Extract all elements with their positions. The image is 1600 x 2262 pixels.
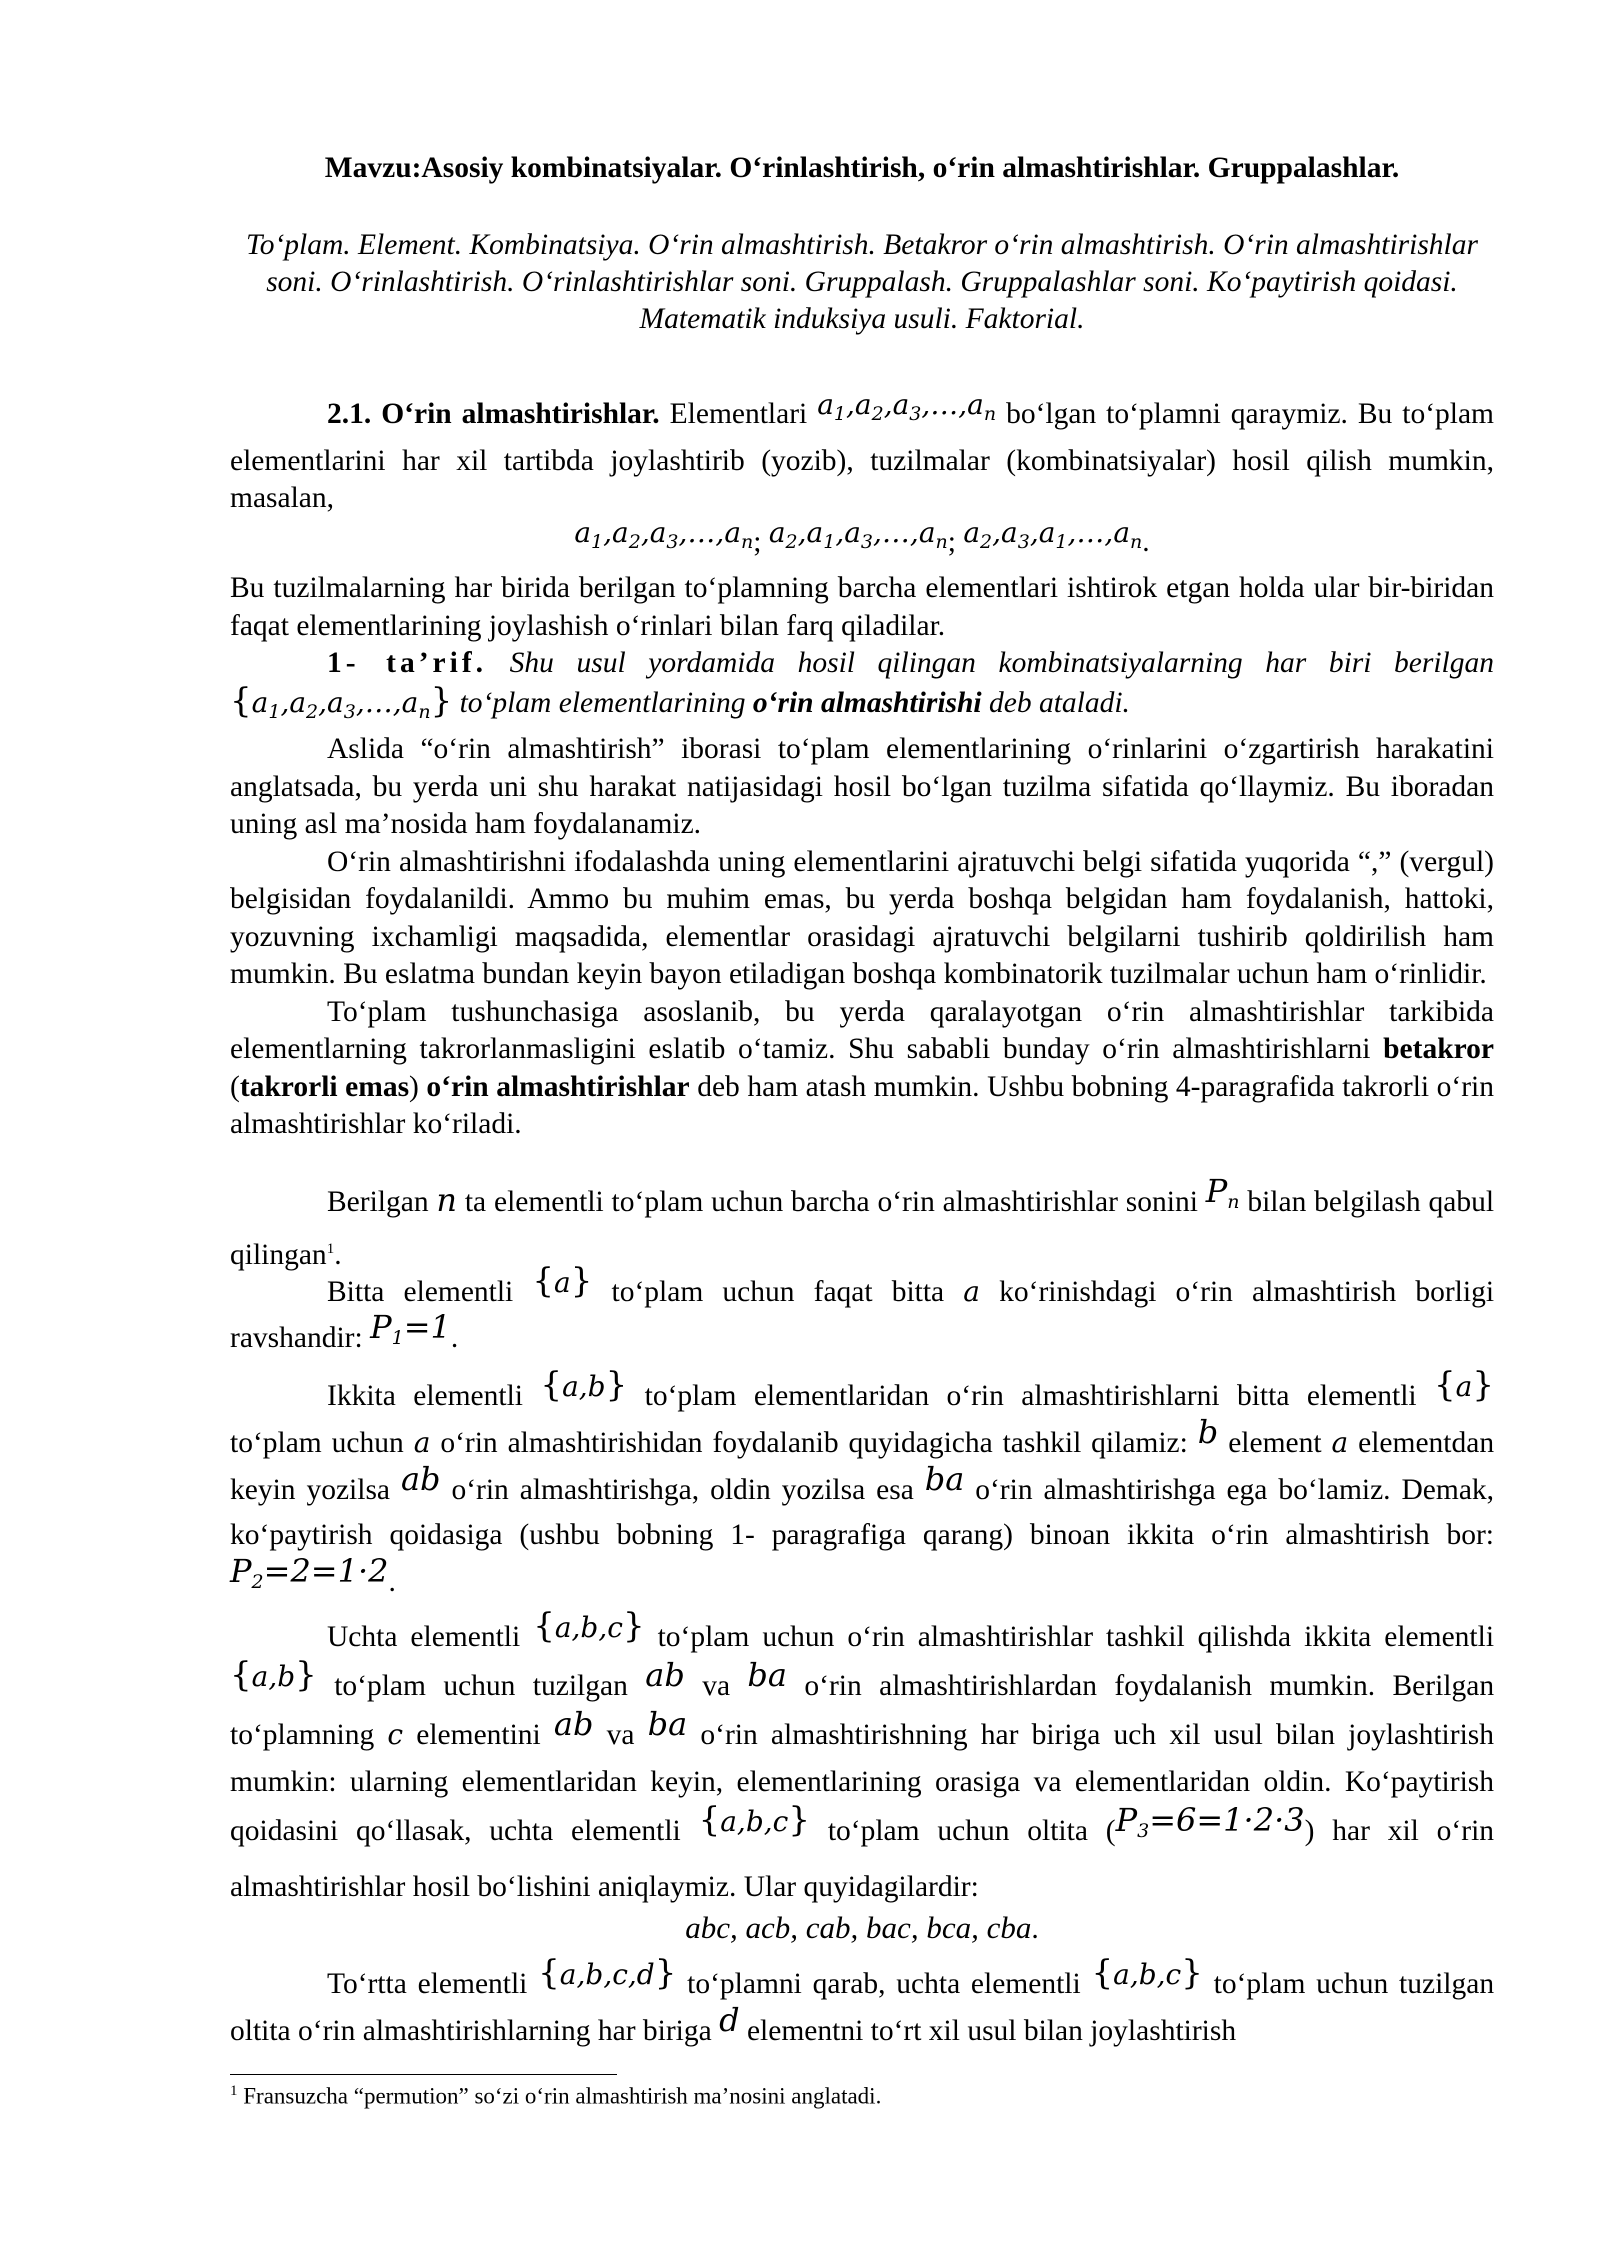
definition-text-b: to‘plam elementlarining: [459, 686, 746, 719]
formula-examples: $a_1,a_2,a_3,\dots,a_n$; $a_2,a_1,a_3,\dots,a_n$; $a_2,a_3,a_1,\dots,a_n$.: [574, 515, 1150, 558]
paragraph-uch-block: [230, 1606, 1495, 1949]
paragraph-tort: To‘rtta elementli {a,b,c,d} to‘plamni qarab, uchta elementli {a,b,c} to‘plam uchun tuzilgan oltita o‘rin almashtirishlarning har biriga d elementni to‘rt xil usul bilan joylashtirish: [230, 1953, 1495, 2047]
paragraph-ikki-block: [230, 1365, 1495, 1614]
definition-text-c: deb ataladi.: [989, 686, 1130, 719]
perms-of-three: abc, acb, cab, bac, bca, cba.: [685, 1910, 1039, 1945]
footnote: [230, 2083, 881, 2110]
footnote-ref: 1: [326, 1240, 335, 1257]
formula-p2: $P_2=2=1\cdot 2$: [230, 1552, 389, 1593]
paragraph-toplam: To‘plam tushunchasiga asoslanib, bu yerda qaralayotgan o‘rin almashtirishlar tarkibida elementlarning takrorlanmasligini eslatib o‘tamiz. Shu sababli bunday o‘rin almashtirishlarni betakror (takrorli emas) o‘rin almashtirishlar deb ham atash mumkin. Ushbu bobning 4-paragrafida takrorli o‘rin almashtirishlar ko‘riladi.: [230, 995, 1495, 1140]
formula-set-braces: $\{a_1,a_2,a_3,\dots,a_n\}$: [230, 680, 453, 723]
paragraph-berilgan-block: [230, 1172, 1495, 1274]
section-heading: 2.1. O‘rin almashtirishlar.: [327, 398, 660, 430]
paragraph-bitta: Bitta elementli {a} to‘plam uchun faqat bitta a ko‘rinishdagi o‘rin almashtirish borligi ravshandir: $P_1=1$.: [230, 1261, 1495, 1354]
formula-p3: $P_3=6=1\cdot 2\cdot 3$: [1115, 1801, 1305, 1842]
keywords-line: To‘plam. Element. Kombinatsiya. O‘rin almashtirish. Betakror o‘rin almashtirish. O‘rin almashtirishlar soni. O‘rinlashtirish. O‘rinlashtirishlar soni. Gruppalash. Gruppalashlar soni. Ko‘paytirish qoidasi. Matematik induksiya usuli. Faktorial.: [246, 229, 1478, 335]
definition-text-a: Shu usul yordamida hosil qilingan kombinatsiyalarning har biri berilgan: [509, 647, 1494, 679]
intro-text-a: Elementlari: [669, 398, 808, 430]
paragraph-uch: Uchta elementli {a,b,c} to‘plam uchun o‘rin almashtirishlar tashkil qilishda ikkita elementli {a,b} to‘plam uchun tuzilgan ab va ba o‘rin almashtirishlardan foydalanish mumkin. Berilgan to‘plamning c elementini ab va ba o‘rin almashtirishning har biriga uch xil usul bilan joylashtirish mumkin: ularning elementlaridan keyin, elementlarining orasiga va elementlaridan oldin. Ko‘paytirish qoidasini qo‘llasak, uchta elementli {a,b,c} to‘plam uchun oltita $(P_3=6=1\cdot 2\cdot 3)$ har xil o‘rin almashtirishlar hosil bo‘lishini aniqlaymiz. Ular quyidagilardir:: [230, 1606, 1495, 1903]
formula-pn: $P_n$: [1205, 1172, 1240, 1213]
footnote-mark: 1: [230, 2083, 238, 2099]
formula-n: n: [436, 1181, 458, 1219]
page-title: Mavzu:Asosiy kombinatsiyalar. O‘rinlashtirish, o‘rin almashtirishlar. Gruppalashlar.: [324, 152, 1400, 184]
definition-term: o‘rin almashtirishi: [752, 686, 982, 719]
definition-label: 1- ta’rif.: [327, 647, 488, 679]
intro-text-b: bo‘lgan to‘plamni qaraymiz. Bu to‘plam elementlarini har xil tartibda joylashtirib (yozib), tuzilmalar (kombinatsiyalar) hosil qilish mumkin, masalan,: [230, 398, 1495, 514]
paragraph-bitta-block: [230, 1261, 1495, 1369]
paragraph-tort-block: [230, 1953, 1495, 2054]
formula-p1: $P_1=1$: [370, 1308, 451, 1349]
formula-set-elements: $a_1,a_2,a_3,\dots,a_n$: [817, 388, 997, 425]
paragraph-aslida: Aslida “o‘rin almashtirish” iborasi to‘plam elementlarining o‘rinlarini o‘zgartirish harakatini anglatsada, bu yerda uni shu harakat natijasidagi hosil bo‘lgan tuzilma sifatida qo‘llaymiz. Bu iboradan uning asl ma’nosida ham foydalanamiz.: [230, 733, 1494, 840]
paragraph-berilgan: Berilgan n ta elementli to‘plam uchun barcha o‘rin almashtirishlar sonini $P_n$ bilan belgilash qabul qilingan$^1$.: [230, 1172, 1495, 1271]
footnote-divider: [230, 2074, 617, 2075]
after-examples: Bu tuzilmalarning har birida berilgan to‘plamning barcha elementlari ishtirok etgan holda ular bir-biridan faqat elementlarining joylashish o‘rinlari bilan farq qiladilar.: [230, 572, 1494, 642]
section-intro: [230, 388, 1495, 1144]
footnote-text: Fransuzcha “permution” so‘zi o‘rin almashtirish ma’nosini anglatadi.: [243, 2083, 882, 2109]
definition-1: [230, 645, 1494, 731]
paragraph-ifoda: O‘rin almashtirishni ifodalashda uning elementlarini ajratuvchi belgi sifatida yuqorida “,” (vergul) belgisidan foydalanildi. Ammo bu muhim emas, bu yerda boshqa belgidan ham foydalanish, hattoki, yozuvning ixchamligi maqsadida, elementlar orasidagi ajratuvchi belgilarni tushirib qoldirilish ham mumkin. Bu eslatma bundan keyin bayon etiladigan boshqa kombinatorik tuzilmalar uchun ham o‘rinlidir.: [230, 845, 1494, 990]
paragraph-ikki: Ikkita elementli {a,b} to‘plam elementlaridan o‘rin almashtirishlarni bitta elementli {a} to‘plam uchun a o‘rin almashtirishidan foydalanib quyidagicha tashkil qilamiz: b element a elementdan keyin yozilsa ab o‘rin almashtirishga, oldin yozilsa esa ba o‘rin almashtirishga ega bo‘lamiz. Demak, ko‘paytirish qoidasiga (ushbu bobning 1- paragrafiga qarang) binoan ikkita o‘rin almashtirish bor: $P_2=2=1\cdot 2$.: [230, 1365, 1495, 1598]
